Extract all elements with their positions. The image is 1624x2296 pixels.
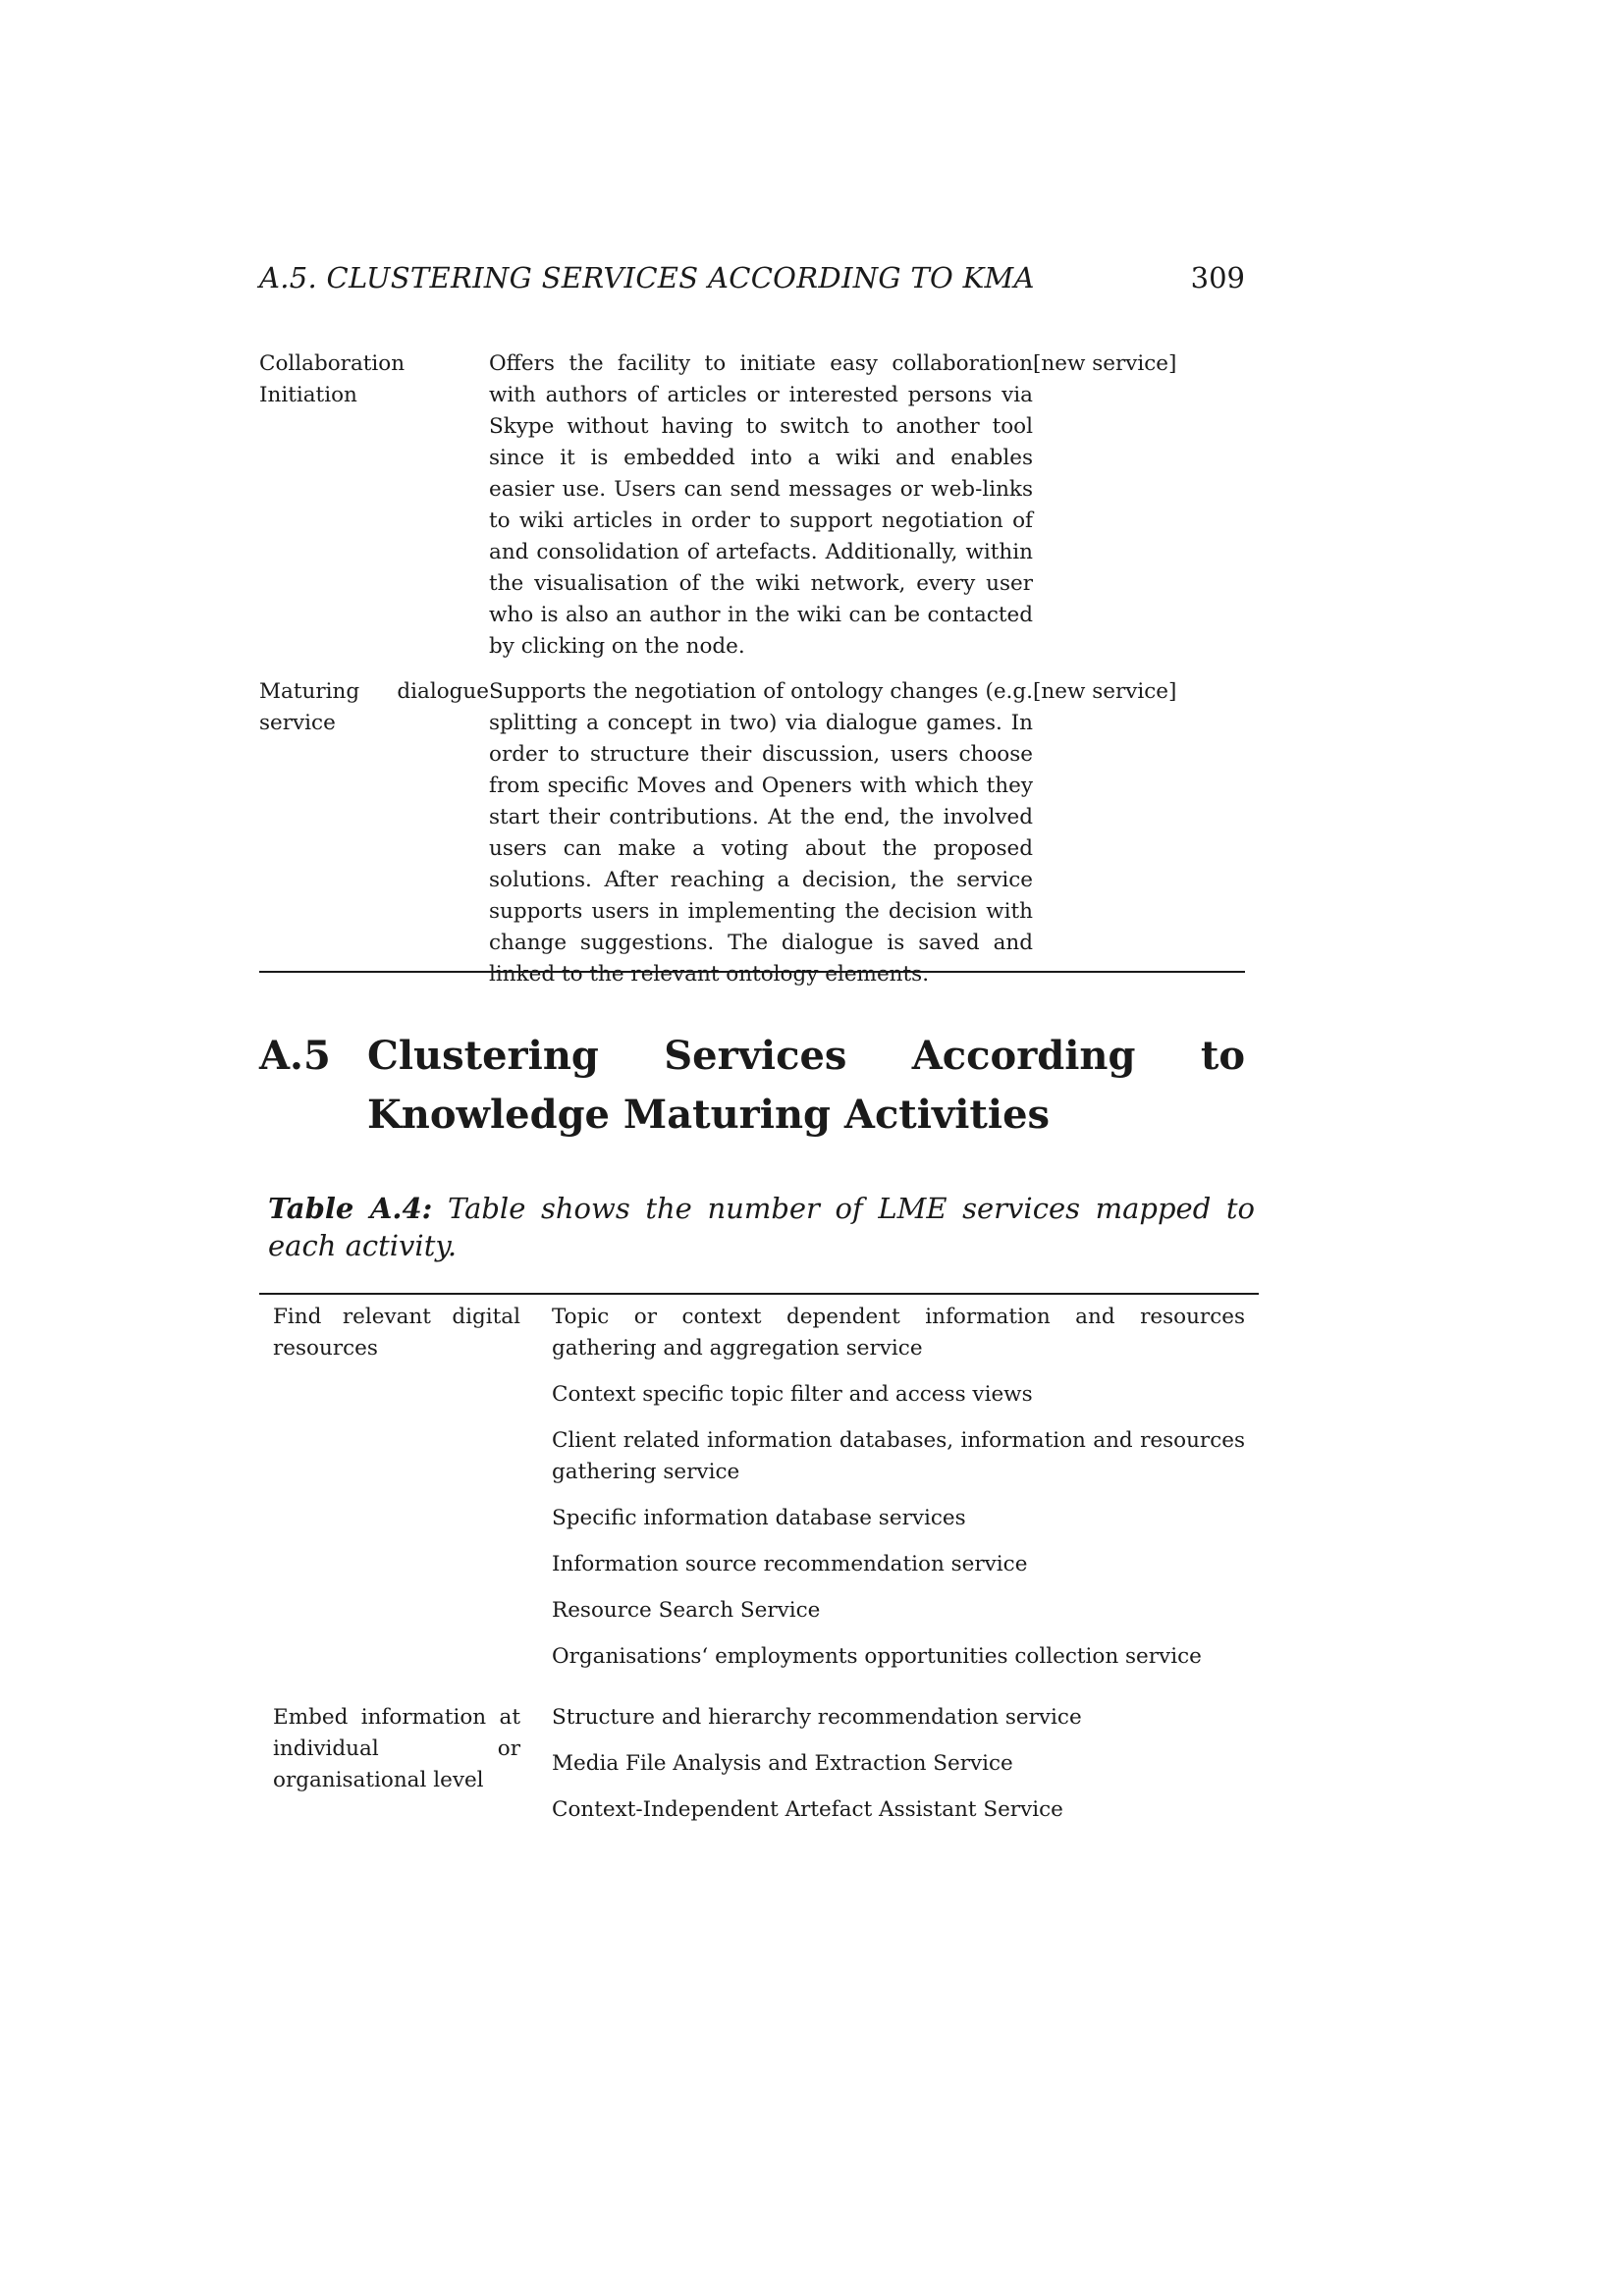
table-caption xyxy=(268,1190,1255,1264)
service-name: Collaboration Initiation xyxy=(259,351,406,407)
service-status: [new service] xyxy=(1033,679,1177,704)
service-name: Maturing dialogue service xyxy=(259,679,489,735)
activity-group xyxy=(273,1702,1245,1841)
list-item: Topic or context dependent information and resources gathering and aggregation service xyxy=(552,1305,1245,1361)
list-item: Context specific topic filter and access views xyxy=(552,1382,1033,1407)
running-title: A.5. CLUSTERING SERVICES ACCORDING TO KMA xyxy=(259,261,1035,294)
page-number: 309 xyxy=(1190,261,1245,294)
list-item: Specific information database services xyxy=(552,1506,966,1530)
table-row xyxy=(259,676,1245,990)
activity-services xyxy=(552,1302,1245,1687)
list-item: Resource Search Service xyxy=(552,1598,821,1623)
service-status: [new service] xyxy=(1033,351,1177,376)
section-title: Clustering Services According to Knowledge Maturing Activities xyxy=(367,1033,1245,1138)
list-item: Context-Independent Artefact Assistant Service xyxy=(552,1797,1063,1822)
table-top-rule xyxy=(259,1293,1259,1295)
table-bottom-rule xyxy=(259,971,1245,973)
section-heading xyxy=(259,1027,1245,1145)
list-item: Client related information databases, information and resources gathering service xyxy=(552,1428,1245,1484)
services-table xyxy=(259,348,1245,990)
service-description: Offers the facility to initiate easy collaboration with authors of articles or interested persons via Skype without having to switch to another tool since it is embedded into a wiki and enables easier use. Users can send messages or web-links to wiki articles in order to support negotiation of and consolidation of artefacts. Additionally, within the visualisation of the wiki network, every user who is also an author in the wiki can be contacted by clicking on the node. xyxy=(489,351,1033,659)
list-item: Organisations‘ employments opportunities collection service xyxy=(552,1644,1202,1669)
caption-text: Table shows the number of LME services mapped to each activity. xyxy=(268,1192,1256,1262)
caption-label: Table A.4: xyxy=(268,1192,433,1225)
activity-table xyxy=(273,1302,1245,1855)
service-description: Supports the negotiation of ontology changes (e.g. splitting a concept in two) via dialogue games. In order to structure their discussion, users choose from specific Moves and Openers with which they start their contributions. At the end, the involved users can make a voting about the proposed solutions. After reaching a decision, the service supports users in implementing the decision with change suggestions. The dialogue is saved and linked to the relevant ontology elements. xyxy=(489,679,1033,987)
list-item: Structure and hierarchy recommendation service xyxy=(552,1705,1082,1730)
activity-name: Find relevant digital resources xyxy=(273,1305,520,1361)
section-number: A.5 xyxy=(259,1033,331,1079)
activity-services xyxy=(552,1702,1245,1841)
table-row xyxy=(259,348,1245,676)
list-item: Media File Analysis and Extraction Service xyxy=(552,1751,1013,1776)
activity-group xyxy=(273,1302,1245,1687)
list-item: Information source recommendation service xyxy=(552,1552,1028,1576)
activity-name: Embed information at individual or organisational level xyxy=(273,1705,520,1792)
running-head xyxy=(259,261,1245,294)
